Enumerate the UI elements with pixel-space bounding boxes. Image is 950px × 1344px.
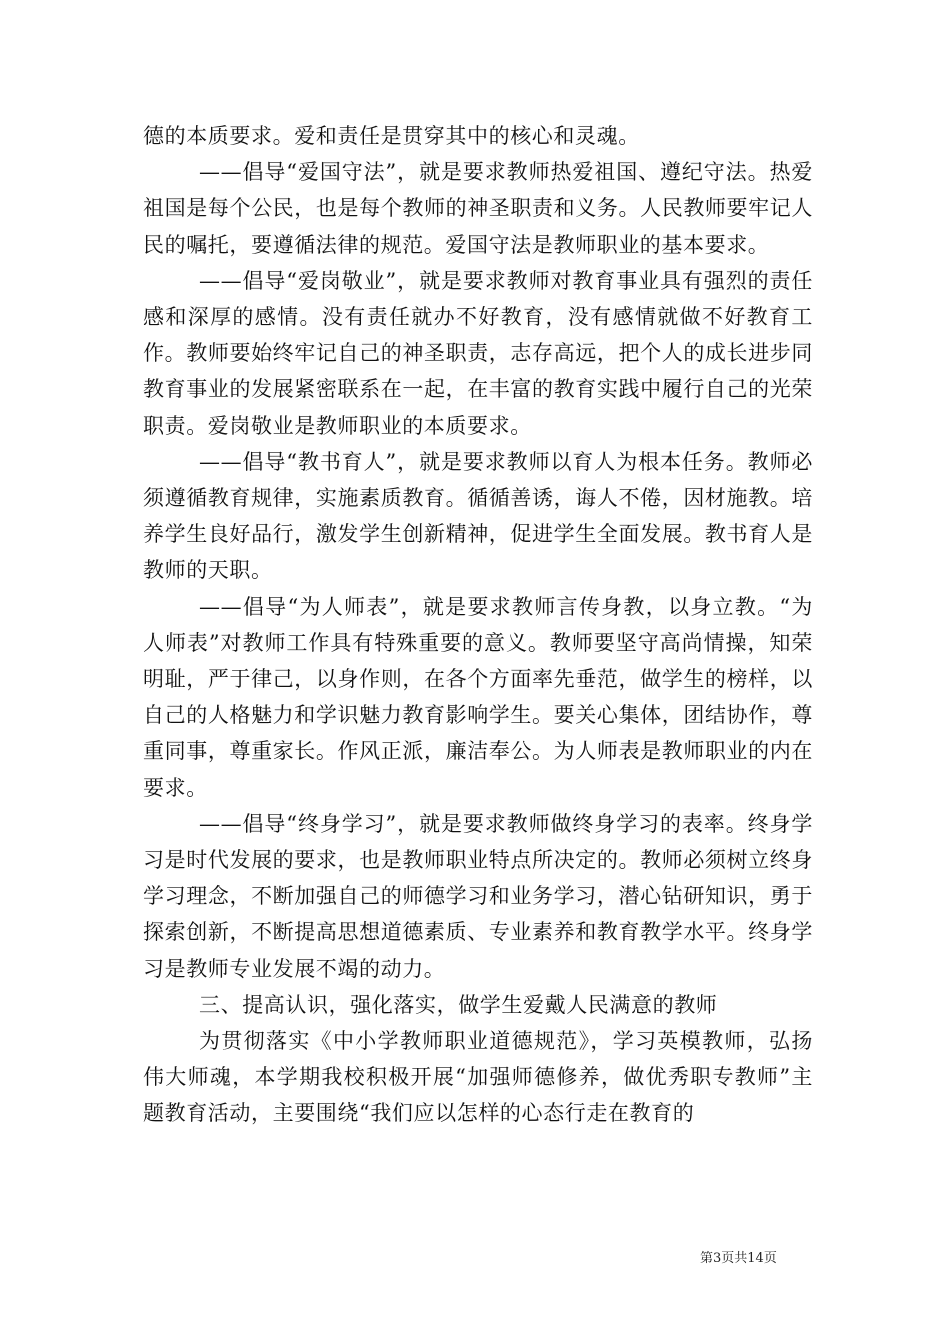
- page-number-footer: 第3页共14页: [700, 1251, 777, 1266]
- section-heading: 三、提高认识，强化落实，做学生爱戴人民满意的教师: [199, 992, 718, 1017]
- paragraph-continuation: 德的本质要求。爱和责任是贯穿其中的核心和灵魂。: [143, 124, 640, 148]
- paragraph-teaching: ——倡导“教书育人”，就是要求教师以育人为根本任务。教师必须遵循教育规律，实施素质教育。循循善诱，诲人不倦，因材施教。培养学生良好品行，激发学生创新精神，促进学生全面发展。教书育人是教师的天职。: [143, 449, 813, 583]
- paragraph-role-model: ——倡导“为人师表”，就是要求教师言传身教，以身立教。“为人师表”对教师工作具有特殊重要的意义。教师要坚守高尚情操，知荣明耻，严于律己，以身作则，在各个方面率先垂范，做学生的榜样，以自己的人格魅力和学识魅力教育影响学生。要关心集体，团结协作，尊重同事，尊重家长。作风正派，廉洁奉公。为人师表是教师职业的内在要求。: [143, 594, 813, 800]
- paragraph-dedication: ——倡导“爱岗敬业”，就是要求教师对教育事业具有强烈的责任感和深厚的感情。没有责任就办不好教育，没有感情就做不好教育工作。教师要始终牢记自己的神圣职责，志存高远，把个人的成长进步同教育事业的发展紧密联系在一起，在丰富的教育实践中履行自己的光荣职责。爱岗敬业是教师职业的本质要求。: [143, 268, 813, 438]
- paragraph-patriotism: ——倡导“爱国守法”，就是要求教师热爱祖国、遵纪守法。热爱祖国是每个公民，也是每个教师的神圣职责和义务。人民教师要牢记人民的嘱托，要遵循法律的规范。爱国守法是教师职业的基本要求。: [143, 160, 813, 257]
- paragraph-lifelong-learning: ——倡导“终身学习”，就是要求教师做终身学习的表率。终身学习是时代发展的要求，也是教师职业特点所决定的。教师必须树立终身学习理念，不断加强自己的师德学习和业务学习，潜心钻研知识，勇于探索创新，不断提高思想道德素质、专业素养和教育教学水平。终身学习是教师专业发展不竭的动力。: [143, 811, 813, 981]
- paragraph-implementation: 为贯彻落实《中小学教师职业道德规范》，学习英模教师，弘扬伟大师魂，本学期我校积极开展“加强师德修养，做优秀职专教师”主题教育活动，主要围绕“我们应以怎样的心态行走在教育的: [143, 1029, 813, 1126]
- document-body: [143, 118, 813, 1132]
